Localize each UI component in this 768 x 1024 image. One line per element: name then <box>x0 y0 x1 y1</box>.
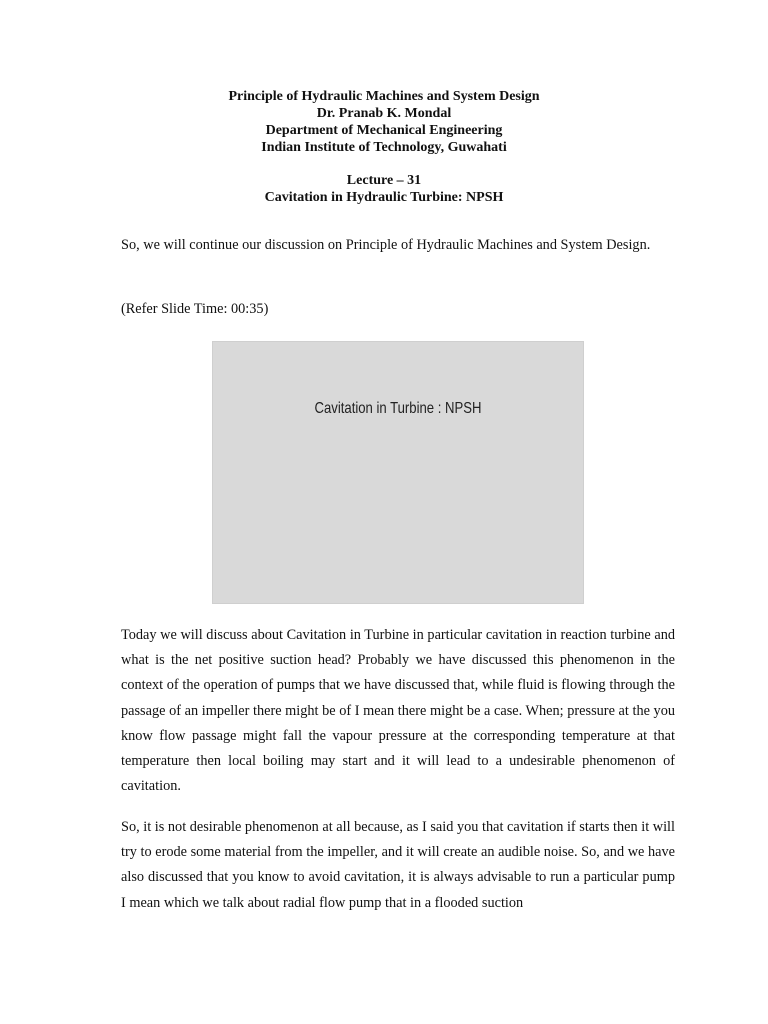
body-paragraph-1: Today we will discuss about Cavitation in Turbine in particular cavitation in reaction turbine and what is the net positive suction head? Probably we have discussed this phenomenon in the context of the operation of pumps that we have discussed that, while fluid is flowing through the passage of an impeller there might be of I mean there might be a case. When; pressure at the you know flow passage might fall the vapour pressure at the corresponding temperature at that temperature then local boiling may start and it will lead to a undesirable phenomenon of cavitation. <box>121 627 675 795</box>
instructor-name: Dr. Pranab K. Mondal <box>316 106 452 121</box>
department-name: Department of Mechanical Engineering <box>265 123 503 138</box>
body-paragraph-2: So, it is not desirable phenomenon at all because, as I said you that cavitation if starts then it will try to erode some material from the impeller, and it will create an audible noise. So, and we have also discussed that you know to avoid cavitation, it is always advisable to run a particular pump I mean which we talk about radial flow pump that in a flooded suction <box>121 819 675 911</box>
course-title: Principle of Hydraulic Machines and System Design <box>228 89 540 104</box>
lecture-title: Cavitation in Hydraulic Turbine: NPSH <box>264 190 504 205</box>
slide-title: Cavitation in Turbine : NPSH <box>314 400 482 417</box>
lecture-number: Lecture – 31 <box>346 173 422 188</box>
intro-paragraph: So, we will continue our discussion on Principle of Hydraulic Machines and System Design. <box>121 237 651 253</box>
institute-name: Indian Institute of Technology, Guwahati <box>261 140 507 155</box>
lecture-heading <box>0 172 768 206</box>
slide-time-reference: (Refer Slide Time: 00:35) <box>121 301 269 317</box>
document-header <box>0 88 768 156</box>
slide-image <box>212 341 584 604</box>
